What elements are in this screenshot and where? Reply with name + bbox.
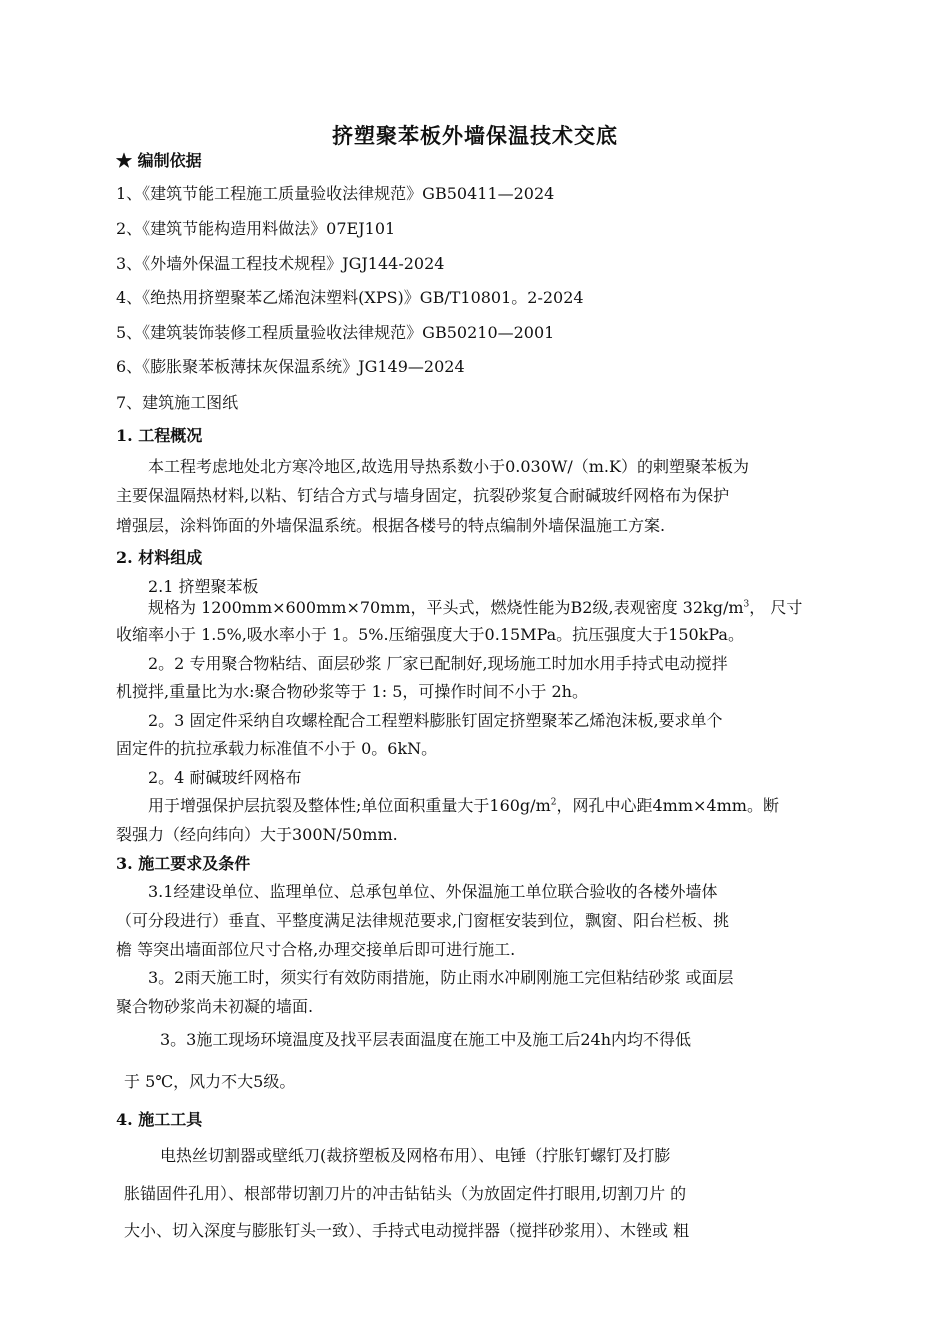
overview-line: 本工程考虑地处北方寒冷地区,故选用导热系数小于0.030W/（m.K）的剌塑聚苯板为 bbox=[148, 457, 749, 476]
tools-line: 电热丝切割器或壁纸刀(裁挤塑板及网格布用）、电锤（拧胀钉螺钉及打膨 bbox=[160, 1146, 671, 1165]
requirements-line: 檐 等突出墙面部位尺寸合格,办理交接单后即可进行施工. bbox=[116, 940, 516, 959]
materials-sub-heading: 2.1 挤塑聚苯板 bbox=[148, 577, 259, 596]
basis-item: 1、《建筑节能工程施工质量验收法律规范》GB50411—2024 bbox=[116, 184, 555, 203]
section-heading-materials: 2. 材料组成 bbox=[116, 548, 203, 567]
document-title: 挤塑聚苯板外墙保温技术交底 bbox=[332, 123, 618, 148]
requirements-line: 3。3施工现场环境温度及找平层表面温度在施工中及施工后24h内均不得低 bbox=[160, 1030, 692, 1049]
section-heading-tools: 4. 施工工具 bbox=[116, 1110, 203, 1129]
requirements-line: 于 5℃，风力不大5级。 bbox=[124, 1072, 296, 1091]
requirements-line: （可分段进行）垂直、平整度满足法律规范要求,门窗框安装到位，飘窗、阳台栏板、挑 bbox=[116, 911, 730, 930]
section-heading-overview: 1. 工程概况 bbox=[116, 426, 203, 445]
materials-line: 2。3 固定件采纳自攻螺栓配合工程塑料膨胀钉固定挤塑聚苯乙烯泡沫板,要求单个 bbox=[148, 711, 723, 730]
requirements-line: 3.1经建设单位、监理单位、总承包单位、外保温施工单位联合验收的各楼外墙体 bbox=[148, 882, 718, 901]
materials-sub-heading: 2。4 耐碱玻纤网格布 bbox=[148, 768, 302, 787]
requirements-line: 3。2雨天施工时，须实行有效防雨措施，防止雨水冲刷刚施工完但粘结砂浆 或面层 bbox=[148, 968, 734, 987]
materials-line: 用于增强保护层抗裂及整体性;单位面积重量大于$160g/m^2$，网孔中心距4mm×4mm。断 bbox=[148, 796, 779, 815]
basis-item: 3、《外墙外保温工程技术规程》JGJ144-2024 bbox=[116, 254, 445, 273]
materials-line: 机搅拌,重量比为水:聚合物砂浆等于 1: 5，可操作时间不小于 2h。 bbox=[116, 682, 588, 701]
materials-line: 裂强力（经向纬向）大于300N/50mm. bbox=[116, 825, 398, 844]
materials-line: 2。2 专用聚合物粘结、面层砂浆 厂家已配制好,现场施工时加水用手持式电动搅拌 bbox=[148, 654, 728, 673]
basis-item: 6、《膨胀聚苯板薄抹灰保温系统》JG149—2024 bbox=[116, 357, 465, 376]
section-heading-requirements: 3. 施工要求及条件 bbox=[116, 854, 251, 873]
basis-item: 5、《建筑装饰装修工程质量验收法律规范》GB50210—2001 bbox=[116, 323, 555, 342]
basis-heading: ★ 编制依据 bbox=[116, 151, 202, 170]
overview-line: 增强层，涂料饰面的外墙保温系统。根据各楼号的特点编制外墙保温施工方案. bbox=[116, 516, 666, 535]
overview-line: 主要保温隔热材料,以粘、钉结合方式与墙身固定，抗裂砂浆复合耐碱玻纤网格布为保护 bbox=[116, 486, 730, 505]
basis-item: 4、《绝热用挤塑聚苯乙烯泡沫塑料(XPS)》GB/T10801。2-2024 bbox=[116, 288, 584, 307]
basis-item: 7、建筑施工图纸 bbox=[116, 393, 239, 412]
basis-item: 2、《建筑节能构造用料做法》07EJ101 bbox=[116, 219, 396, 238]
requirements-line: 聚合物砂浆尚未初凝的墙面. bbox=[116, 997, 314, 1016]
tools-line: 胀锚固件孔用）、根部带切割刀片的冲击钻钻头（为放固定件打眼用,切割刀片 的 bbox=[124, 1184, 687, 1203]
tools-line: 大小、切入深度与膨胀钉头一致）、手持式电动搅拌器（搅拌砂浆用）、木锉或 粗 bbox=[124, 1221, 690, 1240]
materials-line: 规格为 1200mm×600mm×70mm，平头式，燃烧性能为B2级,表观密度 $32kg/m^3$， 尺寸 bbox=[148, 598, 803, 617]
materials-line: 收缩率小于 1.5%,吸水率小于 1。5%.压缩强度大于0.15MPa。抗压强度大于150kPa。 bbox=[116, 625, 744, 644]
materials-line: 固定件的抗拉承载力标准值不小于 0。6kN。 bbox=[116, 739, 438, 758]
